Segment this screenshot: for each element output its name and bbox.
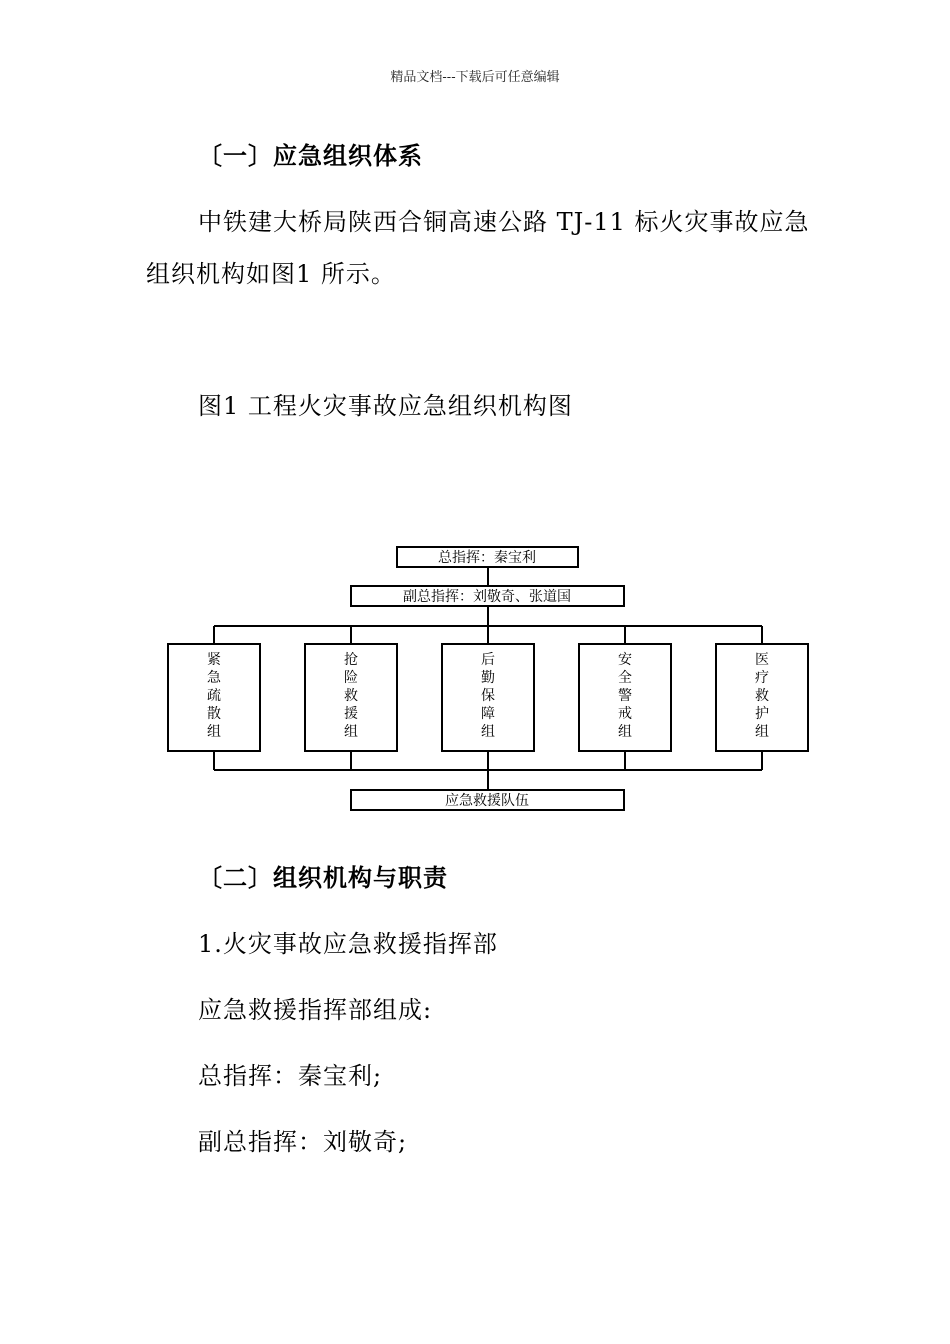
chart-group-char: 疗: [755, 670, 769, 686]
chart-group-char: 组: [755, 724, 769, 740]
chart-group-char: 散: [207, 706, 221, 722]
chart-group-char: 组: [207, 724, 221, 740]
chart-group-char: 险: [344, 670, 358, 686]
chart-group-char: 勤: [481, 670, 495, 686]
chart-group-char: 组: [618, 724, 632, 740]
chart-bottom-label: 应急救援队伍: [445, 793, 529, 809]
figure-caption: 图1 工程火灾事故应急组织机构图: [198, 392, 573, 420]
page-header: 精品文档---下载后可任意编辑: [390, 70, 560, 85]
chart-group-char: 障: [481, 706, 495, 722]
chart-top-label: 总指挥：秦宝利: [438, 550, 536, 566]
chart-group-char: 安: [618, 652, 632, 668]
chart-group-char: 紧: [207, 652, 221, 668]
chart-group-char: 医: [755, 652, 769, 668]
chart-group-char: 组: [344, 724, 358, 740]
chart-deputy-label: 副总指挥：刘敬奇、张道国: [403, 589, 571, 605]
chart-group-char: 援: [344, 706, 358, 722]
chart-group-char: 救: [344, 688, 358, 704]
chart-group-char: 全: [618, 670, 632, 686]
chart-group-char: 抢: [344, 652, 358, 668]
chart-group-char: 组: [481, 724, 495, 740]
chart-group-char: 护: [755, 706, 769, 722]
text-line-c: 副总指挥：刘敬奇;: [198, 1128, 408, 1156]
list-item-1: 1.火灾事故应急救援指挥部: [198, 930, 498, 958]
chart-group-char: 后: [481, 652, 495, 668]
chart-group-char: 保: [481, 688, 495, 704]
section-heading-1: 〔一〕应急组织体系: [198, 142, 423, 170]
chart-group-char: 戒: [618, 706, 632, 722]
paragraph-line-1: 中铁建大桥局陕西合铜高速公路 TJ-11 标火灾事故应急: [198, 208, 810, 236]
chart-group-char: 急: [207, 670, 221, 686]
text-line-b: 总指挥：秦宝利;: [198, 1062, 383, 1090]
chart-group-char: 救: [755, 688, 769, 704]
chart-group-char: 警: [618, 688, 632, 704]
text-line-a: 应急救援指挥部组成:: [198, 996, 433, 1024]
section-heading-2: 〔二〕组织机构与职责: [198, 864, 448, 892]
paragraph-line-2: 组织机构如图1 所示。: [146, 260, 396, 288]
chart-group-char: 疏: [207, 688, 221, 704]
